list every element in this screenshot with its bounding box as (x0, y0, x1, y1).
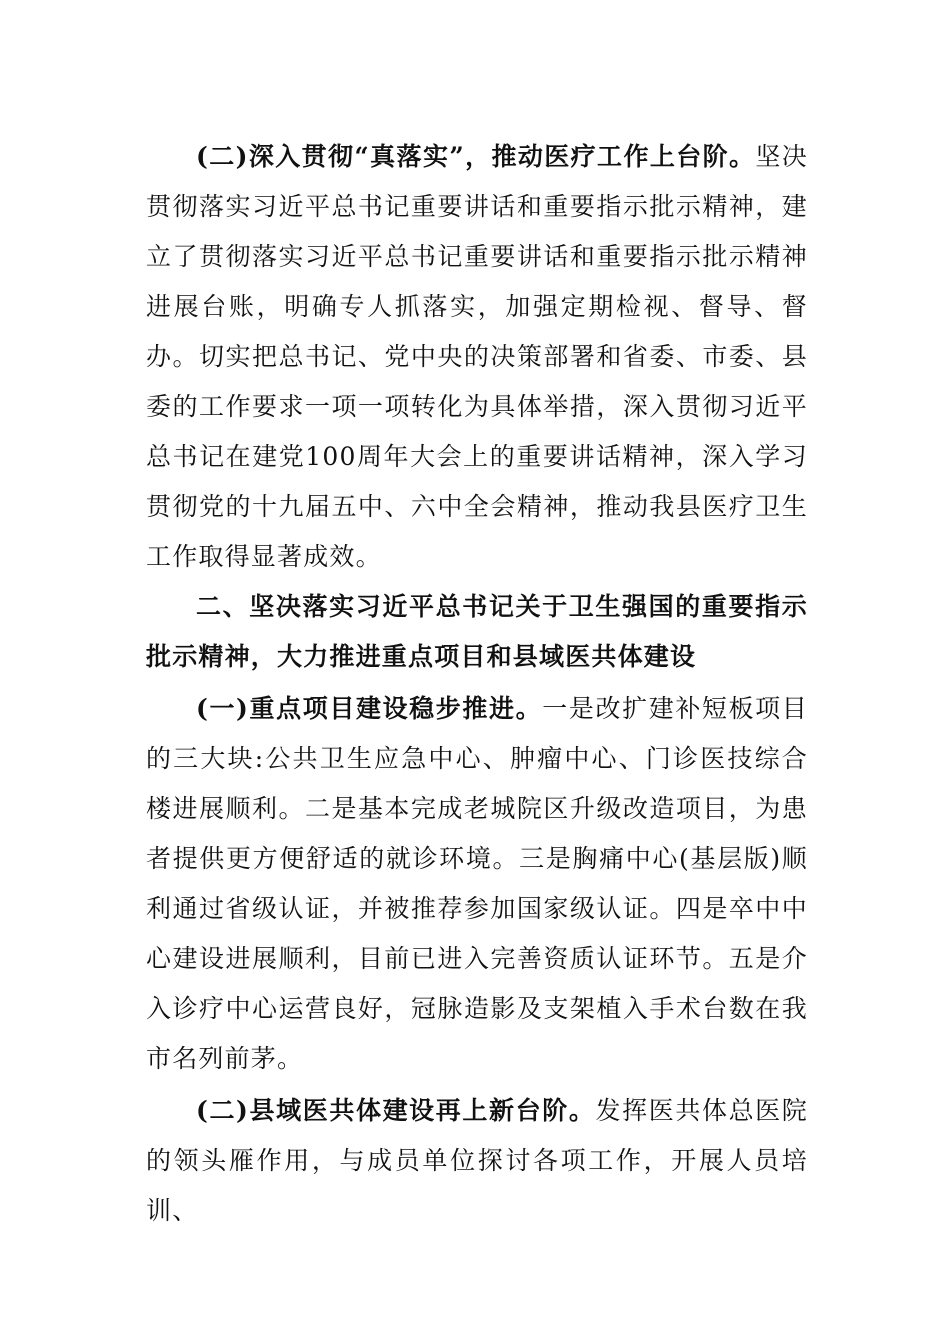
paragraph-heading: (一)重点项目建设稳步推进。 (196, 694, 543, 723)
paragraph-implement-guidance (146, 132, 808, 582)
section-heading-two (146, 582, 808, 682)
section-title: 二、坚决落实习近平总书记关于卫生强国的重要指示批示精神，大力推进重点项目和县域医共体建设 (146, 592, 808, 671)
paragraph-heading: (二)深入贯彻“真落实”，推动医疗工作上台阶。 (196, 142, 756, 171)
paragraph-body: 发挥医共体总医院的领头雁作用，与成员单位探讨各项工作，开展人员培训、 (146, 1096, 809, 1225)
paragraph-heading: (二)县域医共体建设再上新台阶。 (196, 1096, 596, 1125)
paragraph-body: 一是改扩建补短板项目的三大块:公共卫生应急中心、肿瘤中心、门诊医技综合楼进展顺利。二是基本完成老城院区升级改造项目，为患者提供更方便舒适的就诊环境。三是胸痛中心(基层版)顺利通过省级认证，并被推荐参加国家级认证。四是卒中中心建设进展顺利，目前已进入完善资质认证环节。五是介入诊疗中心运营良好，冠脉造影及支架植入手术台数在我市名列前茅。 (146, 694, 808, 1073)
paragraph-medical-community (146, 1086, 808, 1236)
paragraph-key-projects (146, 684, 808, 1084)
paragraph-body: 坚决贯彻落实习近平总书记重要讲话和重要指示批示精神，建立了贯彻落实习近平总书记重要讲话和重要指示批示精神进展台账，明确专人抓落实，加强定期检视、督导、督办。切实把总书记、党中央的决策部署和省委、市委、县委的工作要求一项一项转化为具体举措，深入贯彻习近平总书记在建党100周年大会上的重要讲话精神，深入学习贯彻党的十九届五中、六中全会精神，推动我县医疗卫生工作取得显著成效。 (146, 142, 808, 571)
